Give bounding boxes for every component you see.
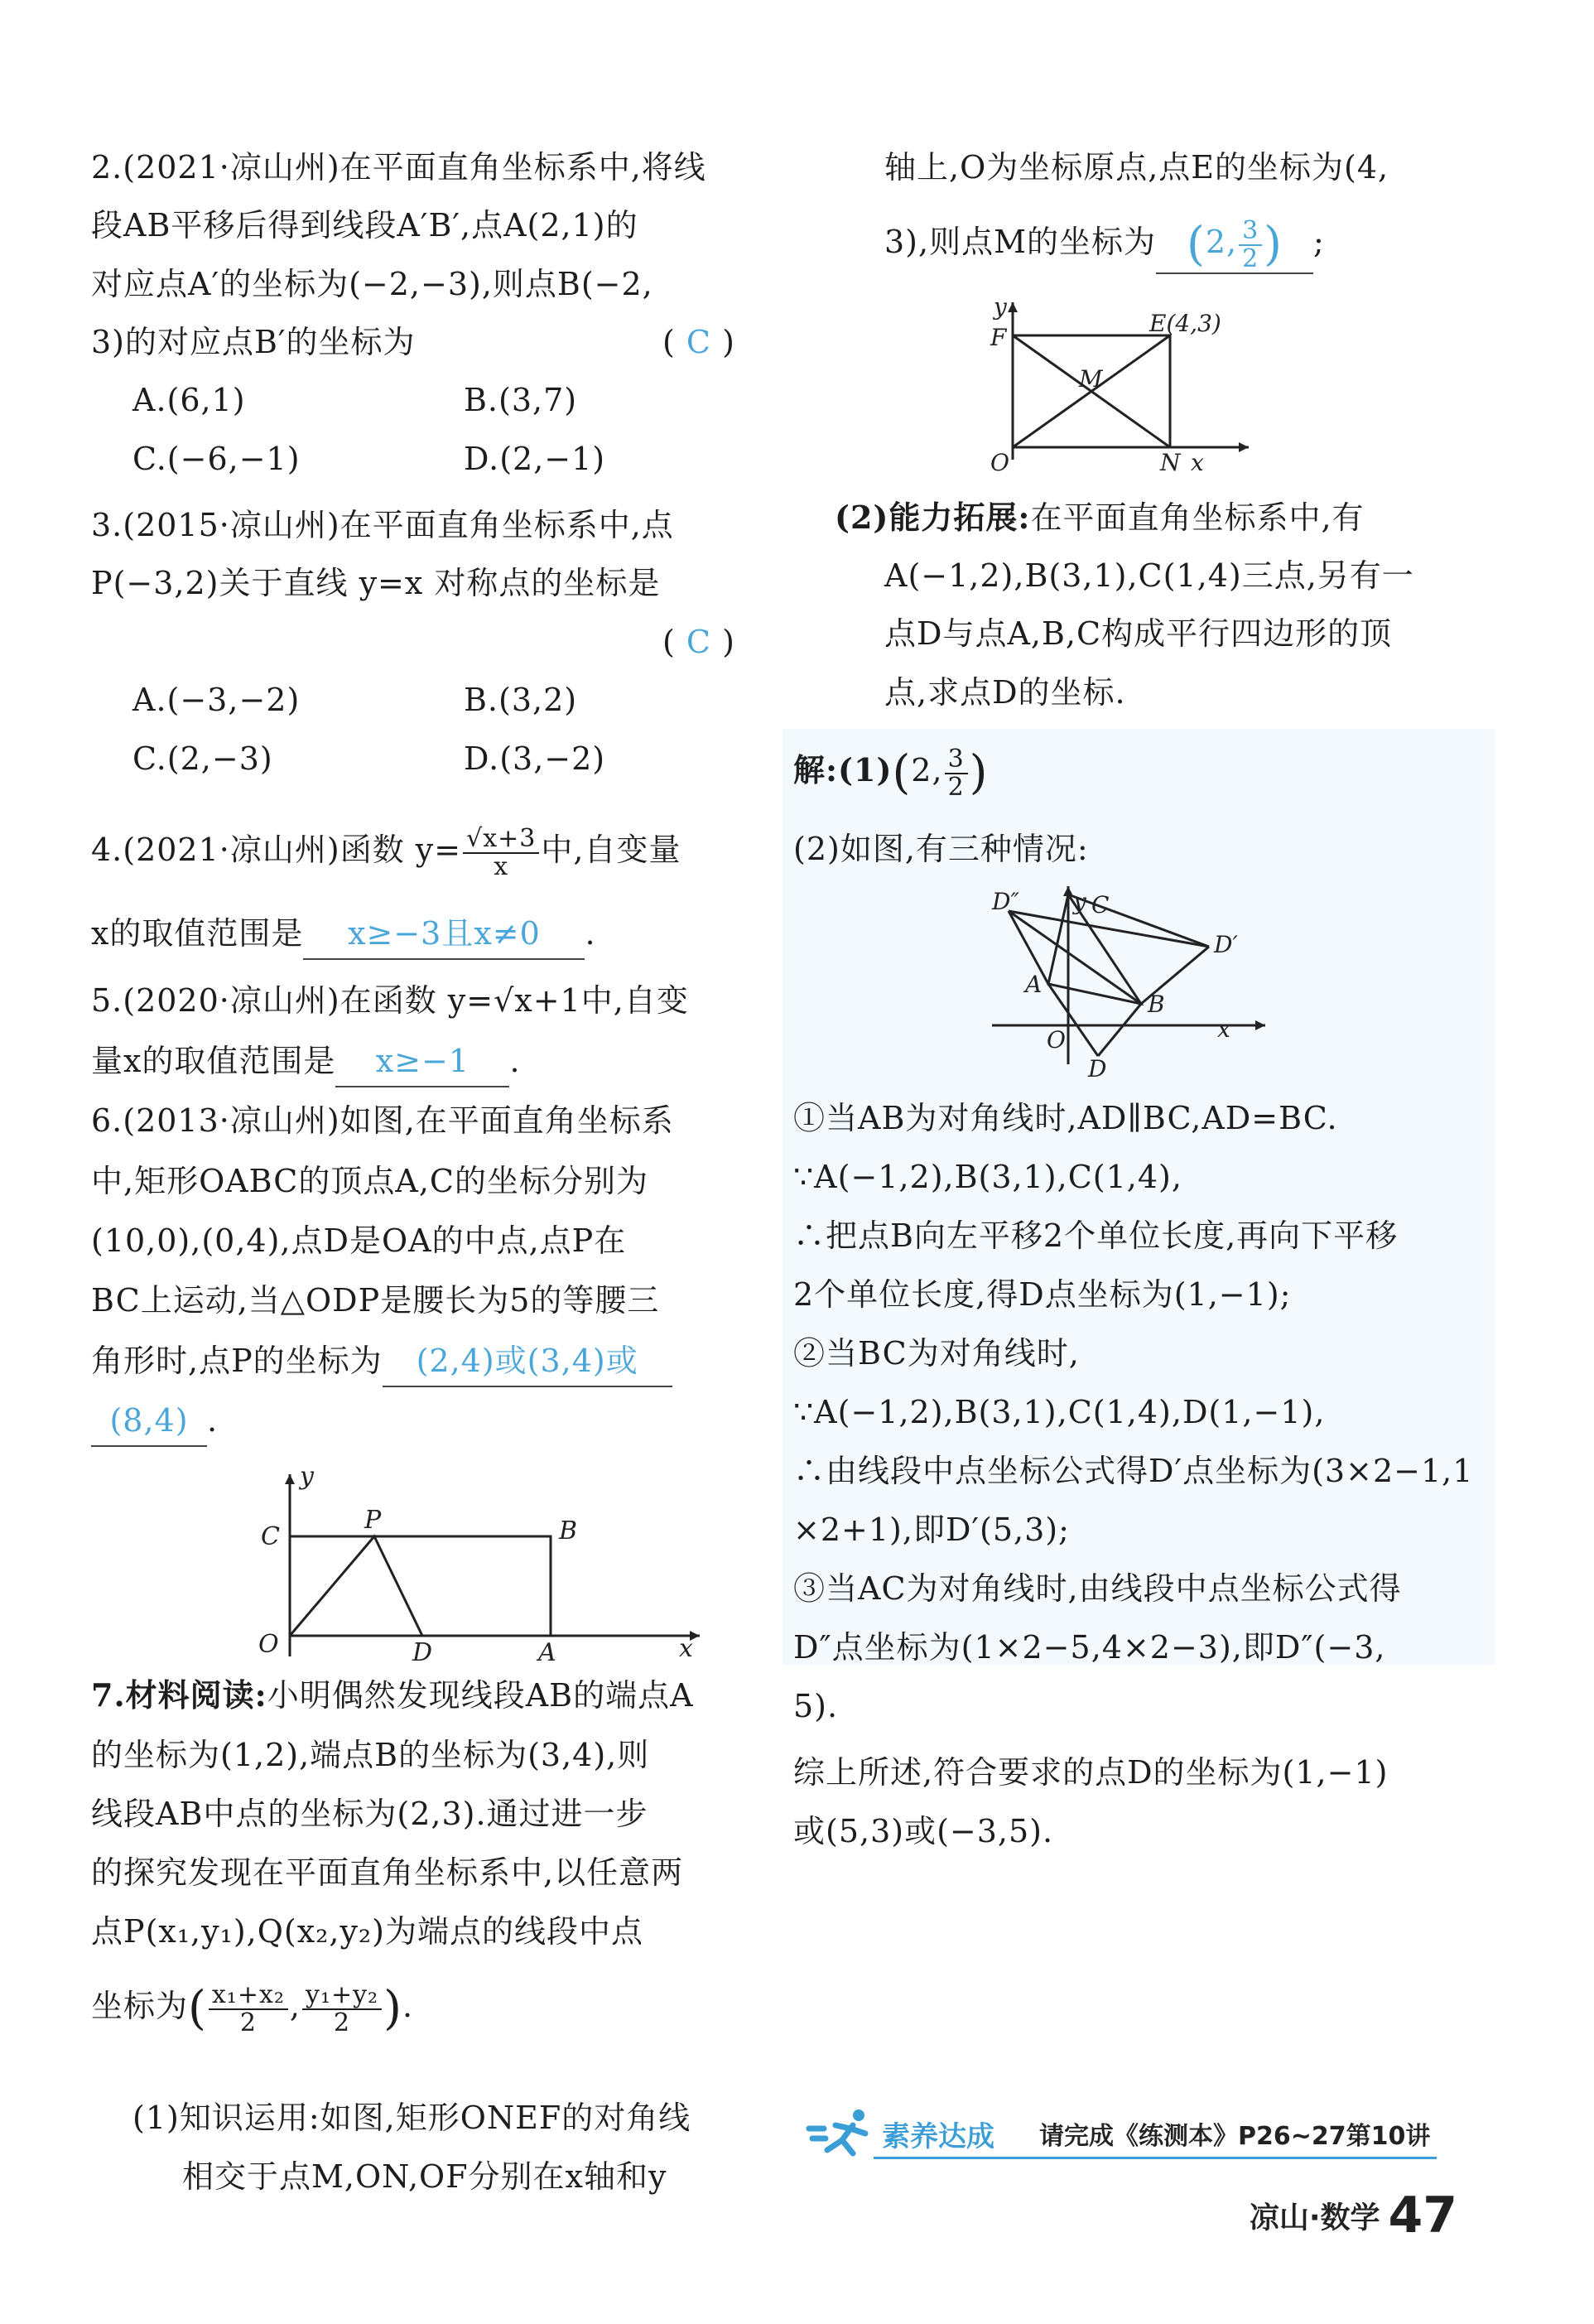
solution-line-7: ②当BC为对角线时,	[793, 1335, 1080, 1372]
solution-line-5: ∴把点B向左平移2个单位长度,再向下平移	[793, 1217, 1399, 1254]
q7-line-2: 的坐标为(1,2),端点B的坐标为(3,4),则	[91, 1737, 650, 1773]
q7-fig-label-e: E(4,3)	[1149, 310, 1221, 337]
book-context: 凉山·数学	[1249, 2201, 1380, 2235]
q6-label-a: A	[538, 1638, 556, 1667]
q7-part2-line-2: A(−1,2),B(3,1),C(1,4)三点,另有一	[884, 557, 1414, 594]
q4-line-1: 4.(2021·凉山州)函数 y= $\frac{√x+3}{x}$ 中,自变量	[91, 823, 681, 881]
q5-line-2: 量x的取值范围是 x≥−1 .	[91, 1036, 521, 1087]
fig2-label-b: B	[1148, 991, 1165, 1018]
fig2-label-a: A	[1025, 971, 1043, 998]
q7-formula: 坐标为( $\frac{\text{x₁+x₂}}{2}$ , $\frac{\text{y₁+y₂}}{2}$ ).	[91, 1979, 414, 2037]
runner-icon	[807, 2104, 882, 2162]
q3-option-b: B.(3,2)	[464, 682, 578, 718]
fig2-label-c: C	[1091, 891, 1110, 919]
fig2-label-d2: D″	[992, 888, 1019, 915]
footer-banner	[807, 2104, 1453, 2162]
q7-line-5: 点P(x₁,y₁),Q(x₂,y₂)为端点的线段中点	[91, 1913, 643, 1950]
q7-fig-label-f: F	[990, 324, 1007, 351]
solution-line-8: ∵A(−1,2),B(3,1),C(1,4),D(1,−1),	[793, 1394, 1326, 1430]
fig2-label-x: x	[1217, 1015, 1230, 1043]
q7-part1-cont-2: 3),则点M的坐标为 (2, $\frac{3}{2}$ ) ;	[884, 215, 1325, 273]
fig2-label-d1: D′	[1214, 931, 1238, 958]
q2-line-2: 段AB平移后得到线段A′B′,点A(2,1)的	[91, 207, 638, 243]
page-number: 47	[1388, 2187, 1457, 2244]
solution-head: 解:(1)(2, $\frac{3}{2}$ )	[793, 744, 989, 802]
q7-line-4: 的探究发现在平面直角坐标系中,以任意两	[91, 1854, 684, 1891]
solution-line-15: 或(5,3)或(−3,5).	[793, 1813, 1054, 1849]
q6-label-b: B	[559, 1516, 578, 1545]
q7-line-3: 线段AB中点的坐标为(2,3).通过进一步	[91, 1796, 648, 1832]
footer-tag: 素养达成	[882, 2120, 994, 2153]
q6-label-d: D	[412, 1638, 433, 1667]
q3-line-2: P(−3,2)关于直线 y=x 对称点的坐标是	[91, 565, 661, 601]
solution-line-3: ①当AB为对角线时,AD∥BC,AD=BC.	[793, 1100, 1338, 1136]
q2-line-4: 3)的对应点B′的坐标为	[91, 324, 416, 360]
page-info	[1250, 2187, 1457, 2244]
solution-line-11: ③当AC为对角线时,由线段中点坐标公式得	[793, 1570, 1402, 1607]
footer-text: 请完成《练测本》P26~27第10讲	[1039, 2122, 1431, 2151]
q3-option-a: A.(−3,−2)	[132, 682, 301, 718]
q7-figure-rectangle	[990, 293, 1257, 485]
q2-option-b: B.(3,7)	[464, 382, 578, 418]
q4-fraction: $\frac{√x+3}{x}$	[463, 826, 539, 880]
q7-part2-line-3: 点D与点A,B,C构成平行四边形的顶	[884, 615, 1393, 652]
q6-line-3: (10,0),(0,4),点D是OA的中点,点P在	[91, 1222, 627, 1259]
q7-fig-label-x: x	[1191, 449, 1204, 476]
q3-option-d: D.(3,−2)	[464, 740, 606, 777]
q6-label-p: P	[364, 1506, 382, 1535]
q6-line-4: BC上运动,当△ODP是腰长为5的等腰三	[91, 1282, 660, 1319]
q2-option-d: D.(2,−1)	[464, 441, 606, 477]
q7-fig-label-n: N	[1160, 449, 1181, 476]
q4-answer: x≥−3且x≠0	[303, 909, 585, 960]
q7-part2-line-4: 点,求点D的坐标.	[884, 674, 1126, 711]
q6-label-c: C	[261, 1522, 280, 1551]
solution-line-4: ∵A(−1,2),B(3,1),C(1,4),	[793, 1159, 1182, 1195]
q7-fig-label-o: O	[990, 449, 1009, 476]
q7-line-1: 7.材料阅读:小明偶然发现线段AB的端点A	[91, 1676, 694, 1714]
q2-answer: ( C )	[662, 324, 735, 360]
solution-line-13: 5).	[793, 1688, 839, 1724]
q7-part1-line-1: (1)知识运用:如图,矩形ONEF的对角线	[132, 2100, 691, 2136]
solution-line-12: D″点坐标为(1×2−5,4×2−3),即D″(−3,	[793, 1629, 1386, 1666]
q3-answer: ( C )	[662, 624, 735, 660]
solution-figure-parallelogram	[992, 878, 1265, 1082]
solution-line-10: ×2+1),即D′(5,3);	[793, 1512, 1070, 1548]
q4-line-2: x的取值范围是 x≥−3且x≠0 .	[91, 909, 596, 960]
solution-line-6: 2个单位长度,得D点坐标为(1,−1);	[793, 1276, 1292, 1313]
q6-line-1: 6.(2013·凉山州)如图,在平面直角坐标系	[91, 1102, 674, 1139]
q5-line-1: 5.(2020·凉山州)在函数 y=√x+1中,自变	[91, 982, 689, 1019]
q2-option-c: C.(−6,−1)	[132, 441, 301, 477]
solution-line-9: ∴由线段中点坐标公式得D′点坐标为(3×2−1,1	[793, 1453, 1474, 1489]
fig2-label-y: y	[1073, 888, 1086, 915]
q6-answer-part1: (2,4)或(3,4)或	[383, 1336, 672, 1387]
fig2-label-o: O	[1047, 1026, 1066, 1054]
solution-line-2: (2)如图,有三种情况:	[793, 831, 1089, 867]
q7-fig-label-y: y	[994, 293, 1007, 321]
q3-option-c: C.(2,−3)	[132, 740, 273, 777]
q7-part1-line-2: 相交于点M,ON,OF分别在x轴和y	[182, 2158, 667, 2195]
q3-line-1: 3.(2015·凉山州)在平面直角坐标系中,点	[91, 507, 674, 543]
q6-answer-part2: (8,4)	[91, 1396, 207, 1447]
q7-part1-answer: (2, $\frac{3}{2}$ )	[1156, 217, 1313, 274]
q7-part1-cont-1: 轴上,O为坐标原点,点E的坐标为(4,	[884, 149, 1389, 186]
fig2-label-d: D	[1088, 1055, 1107, 1082]
q6-figure	[248, 1458, 712, 1673]
footer-rule	[874, 2157, 1437, 2159]
q2-line-3: 对应点A′的坐标为(−2,−3),则点B(−2,	[91, 266, 653, 302]
solution-line-14: 综上所述,符合要求的点D的坐标为(1,−1)	[793, 1754, 1389, 1791]
q7-part2-line-1: (2)能力拓展:在平面直角坐标系中,有	[835, 499, 1365, 536]
q5-answer: x≥−1	[335, 1036, 509, 1087]
q6-label-o: O	[258, 1630, 279, 1659]
q6-label-x: x	[679, 1634, 693, 1663]
q2-line-1: 2.(2021·凉山州)在平面直角坐标系中,将线	[91, 149, 706, 186]
q6-line-2: 中,矩形OABC的顶点A,C的坐标分别为	[91, 1163, 648, 1199]
q6-line-6: (8,4) .	[91, 1396, 218, 1447]
q7-fig-label-m: M	[1079, 365, 1103, 393]
q2-option-a: A.(6,1)	[132, 382, 246, 418]
q6-label-y: y	[300, 1462, 314, 1491]
q6-line-5: 角形时,点P的坐标为 (2,4)或(3,4)或	[91, 1336, 672, 1387]
